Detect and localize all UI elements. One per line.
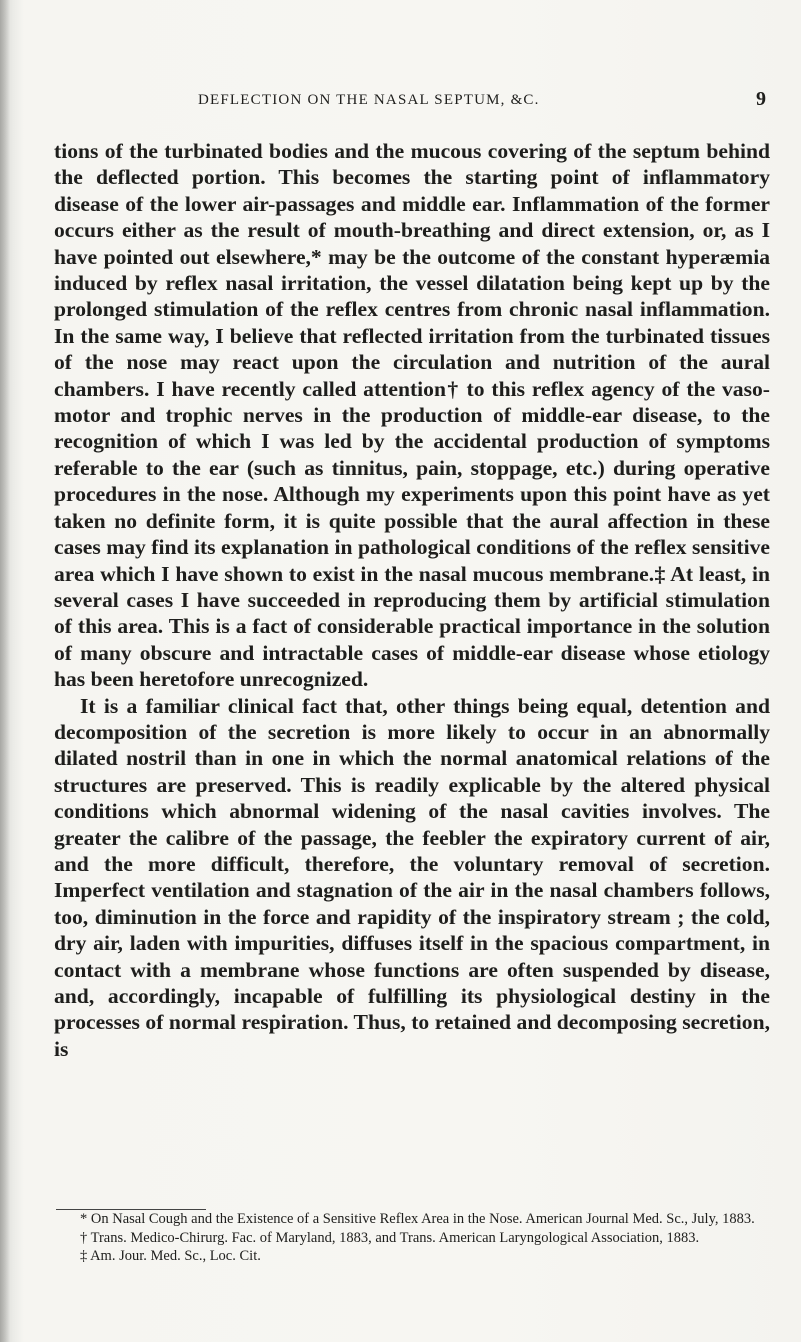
footnote-3: ‡ Am. Jour. Med. Sc., Loc. Cit. bbox=[80, 1248, 261, 1264]
footnote-1: * On Nasal Cough and the Existence of a Sensitive Reflex Area in the Nose. American Journal Med. Sc., July, 1883. bbox=[80, 1211, 755, 1227]
body-paragraph-1: tions of the turbinated bodies and the mucous covering of the septum behind the deflected portion. This becomes the starting point of inflammatory disease of the lower air-passages and middle ear. Inflammation of the former occurs either as the result of mouth-breathing and direct extension, or, as I have pointed out elsewhere,* may be the outcome of the constant hyperæmia induced by reflex nasal irritation, the vessel dilatation being kept up by the prolonged stimulation of the reflex centres from chronic nasal inflammation. In the same way, I believe that reflected irritation from the turbinated tissues of the nose may react upon the circulation and nutrition of the aural chambers. I have recently called attention† to this reflex agency of the vaso-motor and trophic nerves in the production of middle-ear disease, to the recognition of which I was led by the accidental production of symptoms referable to the ear (such as tinnitus, pain, stoppage, etc.) during operative procedures in the nose. Although my experiments upon this point have as yet taken no definite form, it is quite possible that the aural affection in these cases may find its explanation in pathological conditions of the reflex sensitive area which I have shown to exist in the nasal mucous membrane.‡ At least, in several cases I have succeeded in reproducing them by artificial stimulation of this area. This is a fact of considerable practical importance in the solution of many obscure and intractable cases of middle-ear disease whose etiology has been heretofore unrecognized. bbox=[54, 139, 770, 692]
page-number: 9 bbox=[756, 88, 766, 110]
body-paragraph-2: It is a familiar clinical fact that, other things being equal, detention and decomposition of the secretion is more likely to occur in an abnormally dilated nostril than in one in which the normal anatomical relations of the structures are preserved. This is readily explicable by the altered physical conditions which abnormal widening of the nasal cavities involves. The greater the calibre of the passage, the feebler the expiratory current of air, and the more difficult, therefore, the voluntary removal of secretion. Imperfect ventilation and stagnation of the air in the nasal chambers follows, too, diminution in the force and rapidity of the inspiratory stream ; the cold, dry air, laden with impurities, diffuses itself in the spacious compartment, in contact with a membrane whose functions are often suspended by disease, and, accordingly, incapable of fulfilling its physiological destiny in the processes of normal respiration. Thus, to retained and decomposing secretion, is bbox=[54, 693, 770, 1061]
body-text bbox=[54, 138, 770, 1062]
running-header: DEFLECTION ON THE NASAL SEPTUM, &C. bbox=[198, 92, 540, 108]
footnotes bbox=[54, 1210, 770, 1266]
footnote-2: † Trans. Medico-Chirurg. Fac. of Maryland, 1883, and Trans. American Laryngological Association, 1883. bbox=[80, 1229, 700, 1246]
page-gutter-shadow bbox=[0, 0, 10, 1342]
